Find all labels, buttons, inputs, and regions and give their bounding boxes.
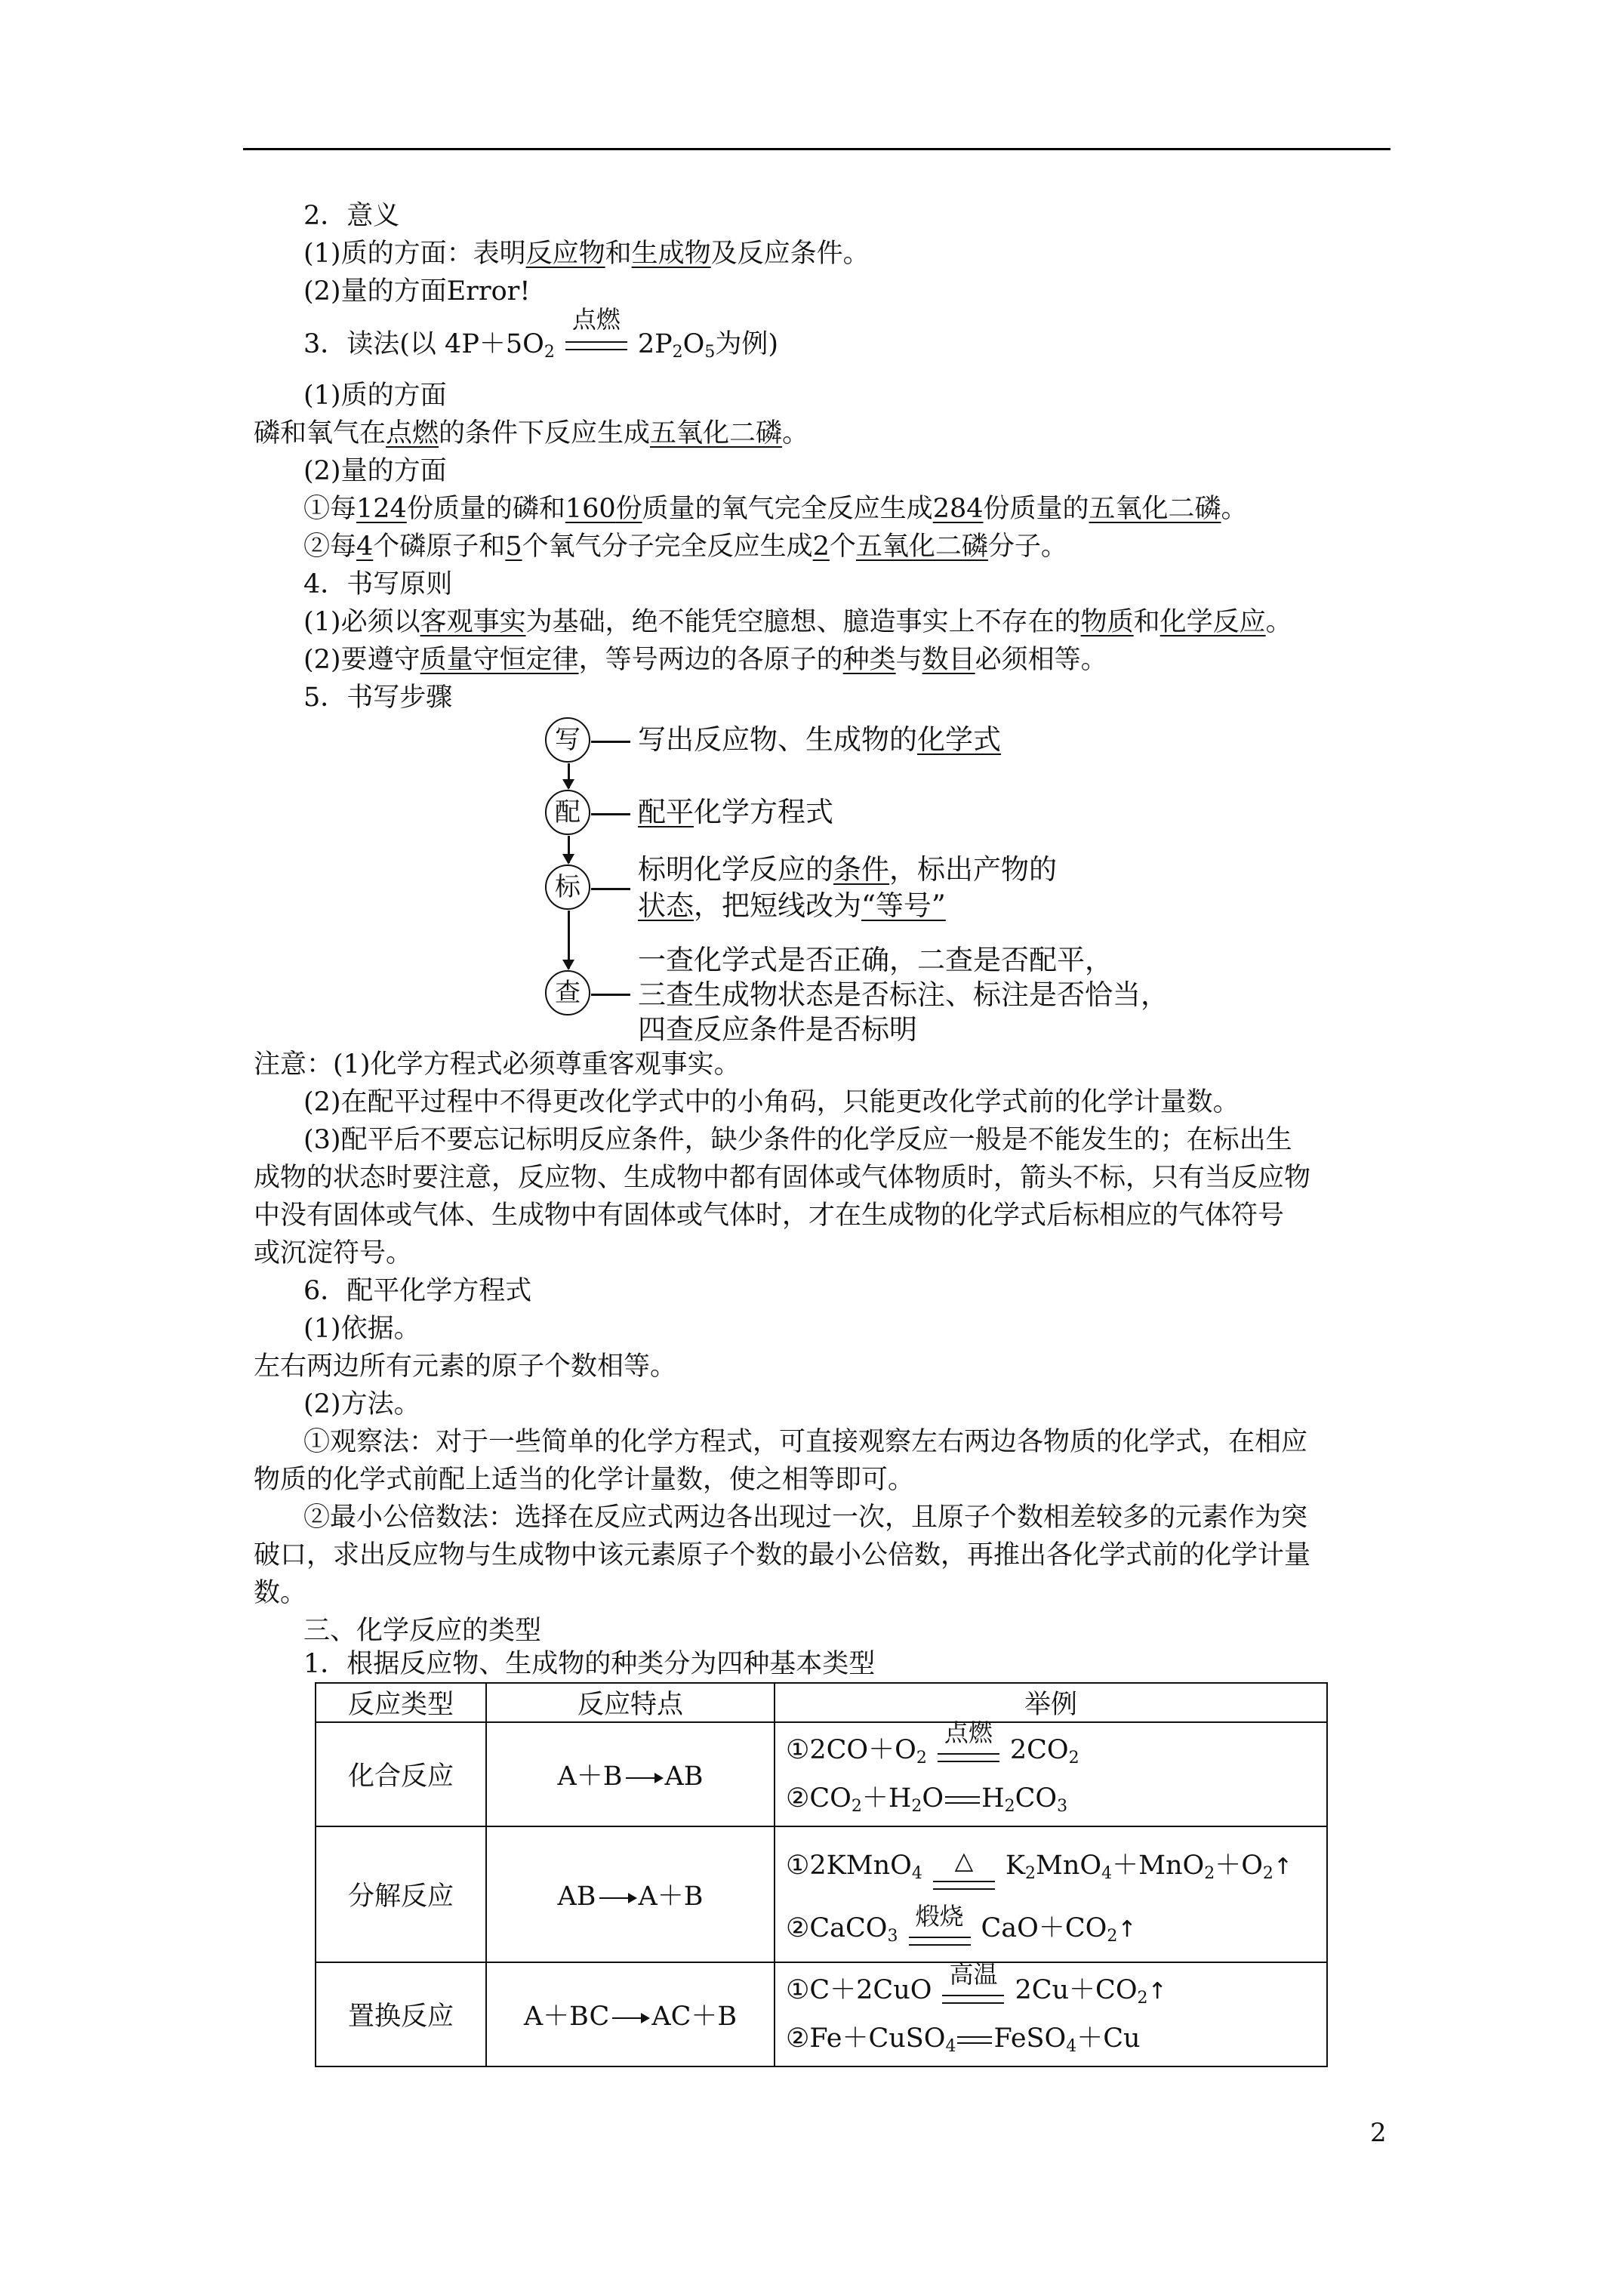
text-line: (1)质的方面：表明反应物和生成物及反应条件。 <box>303 239 870 269</box>
heading-balancing: 6．配平化学方程式 <box>303 1276 532 1306</box>
header-cell: 举例 <box>775 1683 1327 1722</box>
page-number: 2 <box>1370 2118 1387 2148</box>
text-line: (1)质的方面 <box>303 381 447 411</box>
flow-arrow <box>568 836 570 863</box>
text-line: (1)依据。 <box>303 1314 420 1344</box>
flow-connector <box>591 741 630 743</box>
flow-arrow <box>568 911 570 969</box>
type-cell: 置换反应 <box>316 1962 486 2066</box>
example-line: ①C＋2CuO 高温 $2Cu+CO_2↑$ <box>786 1960 1167 2008</box>
example-cell <box>775 1826 1327 1962</box>
step-check-text: 四查反应条件是否标明 <box>638 1013 917 1046</box>
step-check-text: 三查生成物状态是否标注、标注是否恰当， <box>638 978 1169 1011</box>
text-line: (2)量的方面Error! <box>303 276 531 307</box>
flow-arrow <box>568 763 570 788</box>
feature-cell: AB A＋B <box>486 1826 775 1962</box>
equals-sign: 点燃 <box>562 326 630 362</box>
example-line: ②Fe＋CuSO$_4$ FeSO$_4$＋Cu <box>786 2023 1141 2056</box>
heading-steps: 5．书写步骤 <box>303 683 453 713</box>
example-line: ②CaCO$_3$ 煅烧 $CaO+CO_2↑$ <box>786 1902 1137 1946</box>
text-line: 物质的化学式前配上适当的化学计量数，使之相等即可。 <box>254 1465 915 1495</box>
type-cell: 分解反应 <box>316 1826 486 1962</box>
reaction-types-table <box>315 1682 1328 2067</box>
table-row <box>316 1826 1327 1962</box>
example-cell <box>775 1962 1327 2066</box>
table-row <box>316 1962 1327 2066</box>
example-line: ①2KMnO$_4$ △ $K_2MnO_4+MnO_2+O_2↑$ <box>786 1829 1326 1894</box>
table-header-row <box>316 1683 1327 1722</box>
text-line: 左右两边所有元素的原子个数相等。 <box>254 1351 677 1382</box>
step-write-circle: 写 <box>545 717 590 763</box>
header-rule <box>243 148 1390 150</box>
note-line: 成物的状态时要注意，反应物、生成物中都有固体或气体物质时，箭头不标，只有当反应物 <box>254 1163 1311 1193</box>
type-cell: 化合反应 <box>316 1722 486 1826</box>
header-cell: 反应类型 <box>316 1683 486 1722</box>
note-line: (2)在配平过程中不得更改化学式中的小角码，只能更改化学式前的化学计量数。 <box>303 1087 1240 1117</box>
step-mark-circle: 标 <box>545 864 590 910</box>
note-line: 或沉淀符号。 <box>254 1238 413 1268</box>
text-line: (2)量的方面 <box>303 456 447 486</box>
text-line: (1)必须以客观事实为基础，绝不能凭空臆想、臆造事实上不存在的物质和化学反应。 <box>303 607 1292 637</box>
flow-connector <box>591 994 630 996</box>
step-mark-text: 状态，把短线改为“等号” <box>638 889 946 922</box>
note-line: (3)配平后不要忘记标明反应条件，缺少条件的化学反应一般是不能发生的；在标出生 <box>303 1125 1292 1155</box>
text-line: ②每4个磷原子和5个氧气分子完全反应生成2个五氧化二磷分子。 <box>303 532 1067 562</box>
text-line: (2)方法。 <box>303 1389 420 1419</box>
flow-connector <box>591 888 630 890</box>
example-line: $①2CO+O_2$ 点燃 $2CO_2$ <box>786 1718 1079 1767</box>
note-line: 中没有固体或气体、生成物中有固体或气体时，才在生成物的化学式后标相应的气体符号 <box>254 1200 1285 1231</box>
example-cell <box>775 1718 1327 1826</box>
feature-cell: A＋BC AC＋B <box>486 1962 775 2066</box>
header-cell: 反应特点 <box>486 1683 775 1722</box>
step-mark-text: 标明化学反应的条件，标出产物的 <box>638 853 1057 886</box>
text-line: ①观察法：对于一些简单的化学方程式，可直接观察左右两边各物质的化学式，在相应 <box>303 1427 1308 1457</box>
step-write-text: 写出反应物、生成物的化学式 <box>638 723 1001 756</box>
text-line: 数。 <box>254 1578 307 1608</box>
text-line: 破口，求出反应物与生成物中该元素原子个数的最小公倍数，再推出各化学式前的化学计量 <box>254 1540 1311 1570</box>
text-line: (2)要遵守质量守恒定律，等号两边的各原子的种类与数目必须相等。 <box>303 645 1107 675</box>
text-line: ①每124份质量的磷和160份质量的氧气完全反应生成284份质量的五氧化二磷。 <box>303 494 1248 524</box>
table-row <box>316 1722 1327 1826</box>
step-balance-circle: 配 <box>545 790 590 835</box>
heading-reading: 3．读法(以 $4P+5O_2$ 点燃 $2P_2O_5$为例) <box>303 305 779 362</box>
heading-reaction-types: 三、化学反应的类型 <box>303 1616 542 1646</box>
text-line: 磷和氧气在点燃的条件下反应生成五氧化二磷。 <box>254 418 809 448</box>
text-line: ②最小公倍数法：选择在反应式两边各出现过一次，且原子个数相差较多的元素作为突 <box>303 1502 1308 1533</box>
text-line: 1．根据反应物、生成物的种类分为四种基本类型 <box>303 1649 876 1679</box>
step-check-circle: 查 <box>545 970 590 1015</box>
feature-cell: A＋B AB <box>486 1722 775 1826</box>
note-line: 注意：(1)化学方程式必须尊重客观事实。 <box>254 1049 741 1080</box>
heading-significance: 2．意义 <box>303 201 400 231</box>
example-line: $②CO_2+H_2O$ $H_2CO_3$ <box>786 1783 1068 1816</box>
flow-connector <box>591 813 630 815</box>
step-balance-text: 配平化学方程式 <box>638 796 833 828</box>
heading-principles: 4．书写原则 <box>303 569 453 599</box>
step-check-text: 一查化学式是否正确，二查是否配平， <box>638 944 1113 976</box>
